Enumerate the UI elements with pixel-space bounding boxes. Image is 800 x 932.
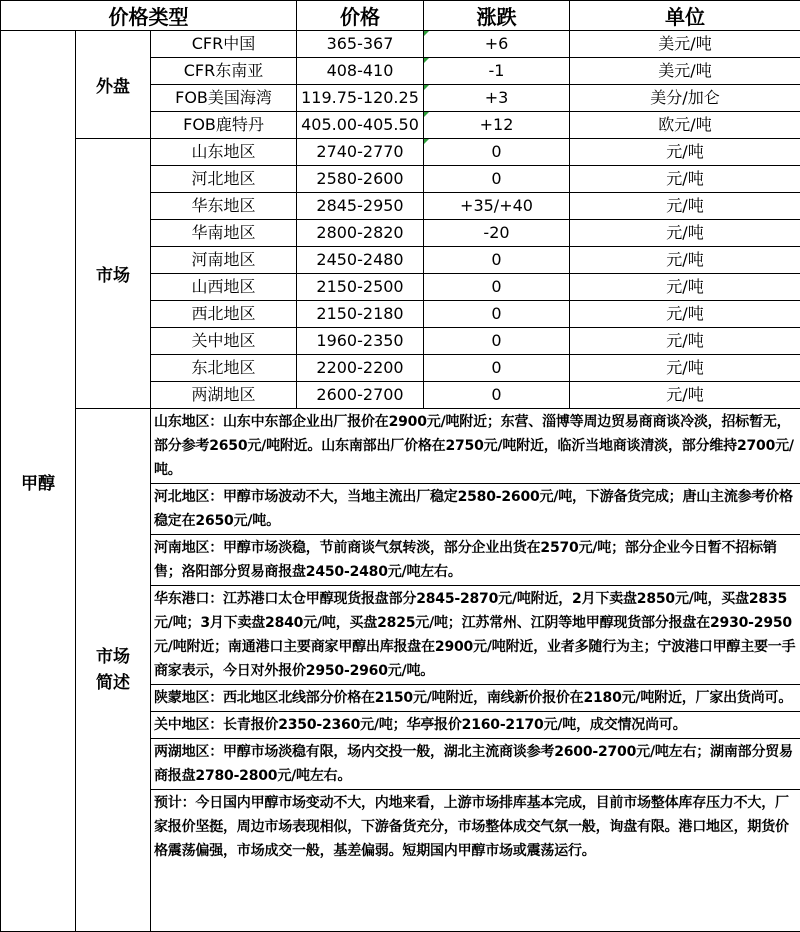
note-paragraph: 陕蒙地区：西北地区北线部分价格在2150元/吨附近，南线新价报价在2180元/吨附近，厂家出货尚可。 [151,685,800,712]
market-price: 2845-2950 [297,193,424,220]
market-price: 2450-2480 [297,247,424,274]
external-change: +12 [424,112,570,139]
group-summary: 市场 简述 [76,409,151,932]
note-paragraph: 预计：今日国内甲醇市场变动不大，内地来看，上游市场排库基本完成，目前市场整体库存压力不大，厂家报价坚挺，周边市场表现相似，下游备货充分，市场整体成交气氛一般，询盘有限。港口地区，期货价格震荡偏强，市场成交一般，基差偏弱。短期国内甲醇市场或震荡运行。 [154,795,789,859]
market-price: 2740-2770 [297,139,424,166]
market-change: 0 [424,301,570,328]
market-unit: 元/吨 [570,166,800,193]
market-unit: 元/吨 [570,382,800,409]
market-unit: 元/吨 [570,274,800,301]
market-region: 华东地区 [151,193,297,220]
market-price: 1960-2350 [297,328,424,355]
external-price: 408-410 [297,58,424,85]
market-price: 2580-2600 [297,166,424,193]
external-change: +6 [424,31,570,58]
market-region: 东北地区 [151,355,297,382]
note-paragraph: 河北地区：甲醇市场波动不大，当地主流出厂稳定2580-2600元/吨，下游备货完成；唐山主流参考价格稳定在2650元/吨。 [151,484,800,535]
market-price: 2150-2180 [297,301,424,328]
market-region: 华南地区 [151,220,297,247]
external-unit: 美分/加仑 [570,85,800,112]
notes-list [151,409,800,931]
market-row [1,139,800,166]
market-region: 山东地区 [151,139,297,166]
external-region: FOB鹿特丹 [151,112,297,139]
external-price: 119.75-120.25 [297,85,424,112]
market-unit: 元/吨 [570,301,800,328]
header-row [1,1,800,31]
header-unit: 单位 [570,1,800,31]
market-unit: 元/吨 [570,247,800,274]
external-unit: 美元/吨 [570,31,800,58]
note-paragraph: 两湖地区：甲醇市场淡稳有限，场内交投一般，湖北主流商谈参考2600-2700元/吨左右；湖南部分贸易商报盘2780-2800元/吨左右。 [151,739,800,790]
market-change: +35/+40 [424,193,570,220]
external-region: FOB美国海湾 [151,85,297,112]
external-unit: 美元/吨 [570,58,800,85]
external-price: 365-367 [297,31,424,58]
market-price: 2150-2500 [297,274,424,301]
market-change: 0 [424,355,570,382]
external-unit: 欧元/吨 [570,112,800,139]
market-unit: 元/吨 [570,220,800,247]
header-change: 涨跌 [424,1,570,31]
market-change: 0 [424,382,570,409]
note-paragraph: 华东港口：江苏港口太仓甲醇现货报盘部分2845-2870元/吨附近，2月下卖盘2850元/吨，买盘2835元/吨；3月下卖盘2840元/吨，买盘2825元/吨；江苏常州、江阴等地甲醇现货部分报盘在2930-2950元/吨附近；南通港口主要商家甲醇出库报盘在2900元/吨附近，业者多随行为主；宁波港口甲醇主要一手商家表示，今日对外报价2950-2960元/吨。 [151,586,800,685]
market-region: 关中地区 [151,328,297,355]
external-price: 405.00-405.50 [297,112,424,139]
market-change: 0 [424,247,570,274]
group-market: 市场 [76,139,151,409]
market-unit: 元/吨 [570,139,800,166]
market-change: 0 [424,166,570,193]
market-change: 0 [424,139,570,166]
header-type: 价格类型 [1,1,297,31]
summary-notes [151,409,800,932]
product-name: 甲醇 [1,31,76,932]
market-change: -20 [424,220,570,247]
market-price: 2800-2820 [297,220,424,247]
market-price: 2200-2200 [297,355,424,382]
external-region: CFR东南亚 [151,58,297,85]
market-region: 山西地区 [151,274,297,301]
header-price: 价格 [297,1,424,31]
external-region: CFR中国 [151,31,297,58]
market-unit: 元/吨 [570,193,800,220]
market-change: 0 [424,328,570,355]
external-change: +3 [424,85,570,112]
external-row [1,31,800,58]
market-unit: 元/吨 [570,355,800,382]
market-region: 河北地区 [151,166,297,193]
group-external: 外盘 [76,31,151,139]
external-change: -1 [424,58,570,85]
market-region: 河南地区 [151,247,297,274]
note-paragraph: 关中地区：长青报价2350-2360元/吨；华亭报价2160-2170元/吨，成交情况尚可。 [151,712,800,739]
market-price: 2600-2700 [297,382,424,409]
market-region: 西北地区 [151,301,297,328]
note-paragraph: 河南地区：甲醇市场淡稳，节前商谈气氛转淡，部分企业出货在2570元/吨；部分企业今日暂不招标销售；洛阳部分贸易商报盘2450-2480元/吨左右。 [151,535,800,586]
market-unit: 元/吨 [570,328,800,355]
summary-row [1,409,800,932]
market-region: 两湖地区 [151,382,297,409]
note-paragraph: 山东地区：山东中东部企业出厂报价在2900元/吨附近；东营、淄博等周边贸易商商谈冷淡，招标暂无，部分参考2650元/吨附近。山东南部出厂价格在2750元/吨附近，临沂当地商谈清淡，部分维持2700元/吨。 [151,409,800,484]
market-change: 0 [424,274,570,301]
